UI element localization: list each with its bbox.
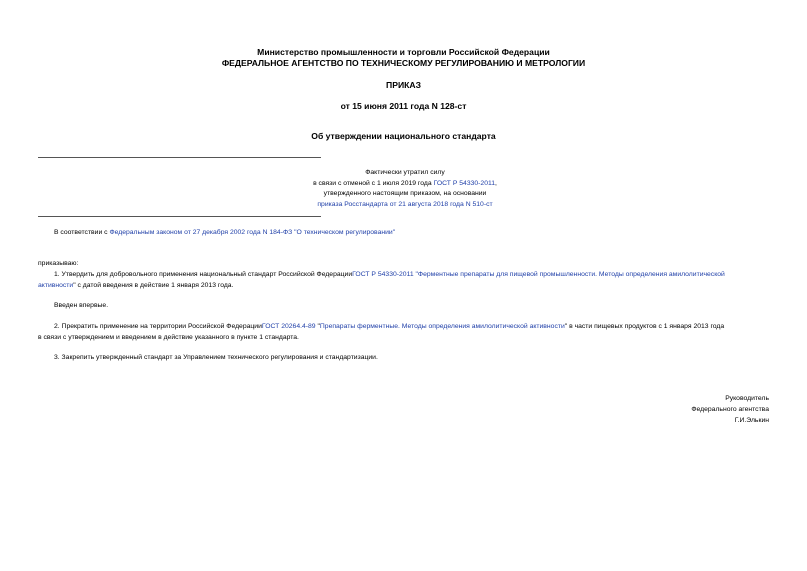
item-1-line-1 [54,270,725,281]
agency-heading: ФЕДЕРАЛЬНОЕ АГЕНТСТВО ПО ТЕХНИЧЕСКОМУ РЕГУЛИРОВАНИЮ И МЕТРОЛОГИИ [221,58,586,68]
status-top-rule [38,157,321,158]
rosstandart-order-link[interactable]: приказа Росстандарта от 21 августа 2018 года N 510-ст [317,200,493,208]
gost-54330-link[interactable]: ГОСТ Р 54330-2011 [433,179,496,187]
item-1-text: 1. Утвердить для добровольного применения национальный стандарт Российской Федерации [54,271,353,278]
signature-title-1: Руководитель [725,395,769,402]
status-line-2-text: в связи с отменой с 1 июля 2019 года [313,179,434,187]
gost-54330-title-link[interactable]: ГОСТ Р 54330-2011 "Ферментные препараты для пищевой промышленности. Методы определения амилолитической [352,271,725,278]
order-word: приказываю: [38,260,79,267]
first-intro-note: Введен впервые. [54,302,109,309]
doc-type-heading: ПРИКАЗ [386,80,421,90]
signature-block [691,394,769,426]
status-line-2 [290,179,520,190]
item-3: 3. Закрепить утвержденный стандарт за Управлением технического регулирования и стандартизации. [54,354,378,361]
signature-name: Г.И.Элькин [734,416,769,424]
gost-54330-title-link-cont[interactable]: активности [38,282,74,289]
status-line-1: Фактически утратил силу [365,169,445,176]
item-1-line-2 [38,281,233,292]
item-2-line-1 [54,322,724,333]
status-bottom-rule [38,216,321,217]
status-note [290,168,520,210]
gost-20264-title-link[interactable]: Препараты ферментные. Методы определения амилолитической активности [319,323,565,330]
intro-text: В соответствии с [54,229,110,236]
status-line-2-tail: , [495,179,497,187]
date-number-heading: от 15 июня 2011 года N 128-ст [340,101,467,111]
subject-heading: Об утверждении национального стандарта [311,131,496,141]
gost-20264-link[interactable]: ГОСТ 20264.4-89 [261,323,316,330]
item-2-quote: " [315,323,320,330]
federal-law-link[interactable]: Федеральным законом от 27 декабря 2002 года N 184-ФЗ "О техническом регулировании" [109,229,396,236]
status-line-3: утвержденного настоящим приказом, на основании [323,190,487,197]
item-2-line-2: в связи с утверждением и введением в действие указанного в пункте 1 стандарта. [38,334,299,341]
item-1-tail: " с датой введения в действие 1 января 2013 года. [73,282,234,289]
ministry-heading: Министерство промышленности и торговли Российской Федерации [257,47,550,57]
item-2-text: 2. Прекратить применение на территории Российской Федерации [54,323,262,330]
intro-paragraph [54,228,395,239]
item-2-tail: " в части пищевых продуктов с 1 января 2013 года [564,323,725,330]
signature-title-2: Федерального агентства [691,405,769,413]
